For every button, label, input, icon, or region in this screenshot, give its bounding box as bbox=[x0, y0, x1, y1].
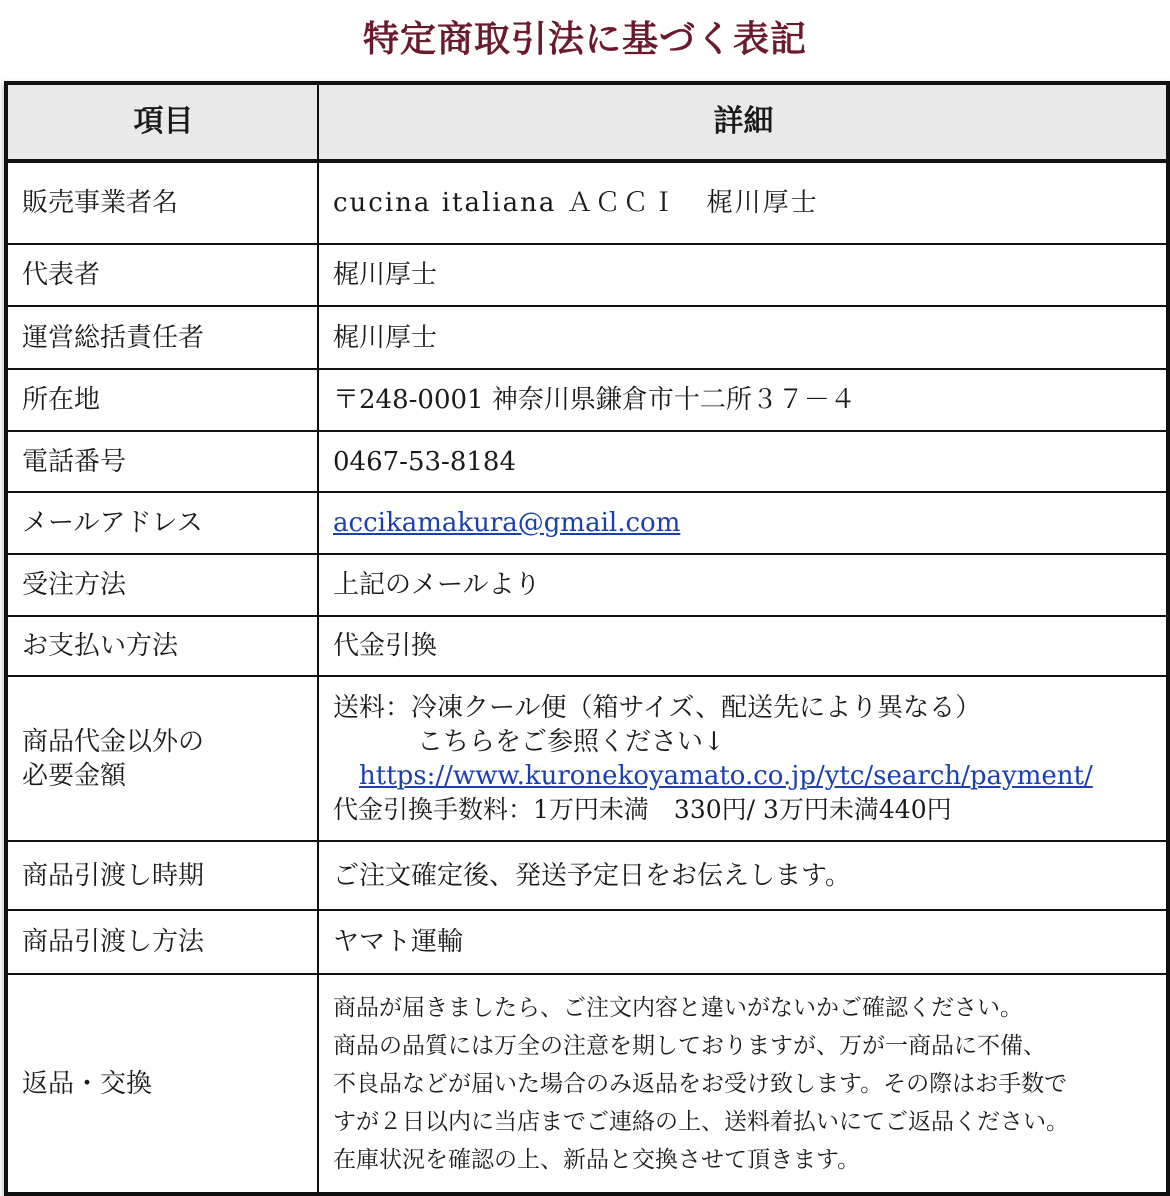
table-row-email bbox=[6, 492, 1168, 554]
row-value-delivery-time: ご注文確定後、発送予定日をお伝えします。 bbox=[318, 841, 1168, 910]
header-item: 項目 bbox=[6, 83, 318, 161]
shipping-text: 送料：冷凍クール便（箱サイズ、配送先により異なる） bbox=[333, 692, 982, 723]
email-link[interactable]: accikamakura@gmail.com bbox=[333, 508, 681, 538]
row-label-address: 所在地 bbox=[6, 369, 318, 431]
extra-fees-label-line1: 商品代金以外の bbox=[22, 726, 205, 757]
row-value-delivery-method: ヤマト運輸 bbox=[318, 910, 1168, 974]
table-header-row bbox=[6, 83, 1168, 161]
row-value-payment: 代金引換 bbox=[318, 616, 1168, 676]
row-label-manager: 運営総括責任者 bbox=[6, 306, 318, 369]
table-row-phone bbox=[6, 431, 1168, 492]
see-here-text: こちらをご参照ください↓ bbox=[417, 726, 725, 757]
extra-fees-label-line2: 必要金額 bbox=[22, 760, 127, 791]
table-row-returns bbox=[6, 974, 1168, 1194]
table-row-delivery-method bbox=[6, 910, 1168, 974]
table-row-delivery-time bbox=[6, 841, 1168, 910]
row-label-order-method: 受注方法 bbox=[6, 554, 318, 616]
table-row-payment bbox=[6, 616, 1168, 676]
row-label-phone: 電話番号 bbox=[6, 431, 318, 492]
returns-line-2: 商品の品質には万全の注意を期しておりますが、万が一商品に不備、 bbox=[333, 1032, 1046, 1059]
row-value-seller: cucina italiana ＡＣＣＩ 梶川厚士 bbox=[318, 161, 1168, 244]
row-value-returns bbox=[318, 974, 1168, 1194]
returns-line-3: 不良品などが届いた場合のみ返品をお受け致します。その際はお手数で bbox=[333, 1070, 1068, 1097]
table-row-representative bbox=[6, 244, 1168, 306]
row-label-delivery-time: 商品引渡し時期 bbox=[6, 841, 318, 910]
table-row-manager bbox=[6, 306, 1168, 369]
table-row-address bbox=[6, 369, 1168, 431]
row-value-phone: 0467-53-8184 bbox=[318, 431, 1168, 492]
row-label-seller: 販売事業者名 bbox=[6, 161, 318, 244]
row-value-representative: 梶川厚士 bbox=[318, 244, 1168, 306]
row-label-email: メールアドレス bbox=[6, 492, 318, 554]
row-label-returns: 返品・交換 bbox=[6, 974, 318, 1194]
cod-fee-text: 代金引換手数料：1万円未満 330円/ 3万円未満440円 bbox=[333, 794, 952, 824]
yamato-payment-link[interactable]: https://www.kuronekoyamato.co.jp/ytc/search/payment/ bbox=[359, 760, 1093, 791]
row-label-extra-fees bbox=[6, 676, 318, 841]
row-label-representative: 代表者 bbox=[6, 244, 318, 306]
header-detail: 詳細 bbox=[318, 83, 1168, 161]
row-value-order-method: 上記のメールより bbox=[318, 554, 1168, 616]
row-value-manager: 梶川厚士 bbox=[318, 306, 1168, 369]
table-row-seller bbox=[6, 161, 1168, 244]
returns-line-1: 商品が届きましたら、ご注文内容と違いがないかご確認ください。 bbox=[333, 994, 1023, 1021]
row-label-payment: お支払い方法 bbox=[6, 616, 318, 676]
returns-line-5: 在庫状況を確認の上、新品と交換させて頂きます。 bbox=[333, 1146, 861, 1173]
row-value-email bbox=[318, 492, 1168, 554]
page-title: 特定商取引法に基づく表記 bbox=[362, 18, 807, 60]
returns-line-4: すが２日以内に当店までご連絡の上、送料着払いにてご返品ください。 bbox=[333, 1108, 1069, 1135]
table-row-extra-fees bbox=[6, 676, 1168, 841]
legal-notice-table bbox=[4, 81, 1170, 1196]
row-label-delivery-method: 商品引渡し方法 bbox=[6, 910, 318, 974]
table-row-order-method bbox=[6, 554, 1168, 616]
row-value-address: 〒248-0001 神奈川県鎌倉市十二所３７－４ bbox=[318, 369, 1168, 431]
row-value-extra-fees bbox=[318, 676, 1168, 841]
